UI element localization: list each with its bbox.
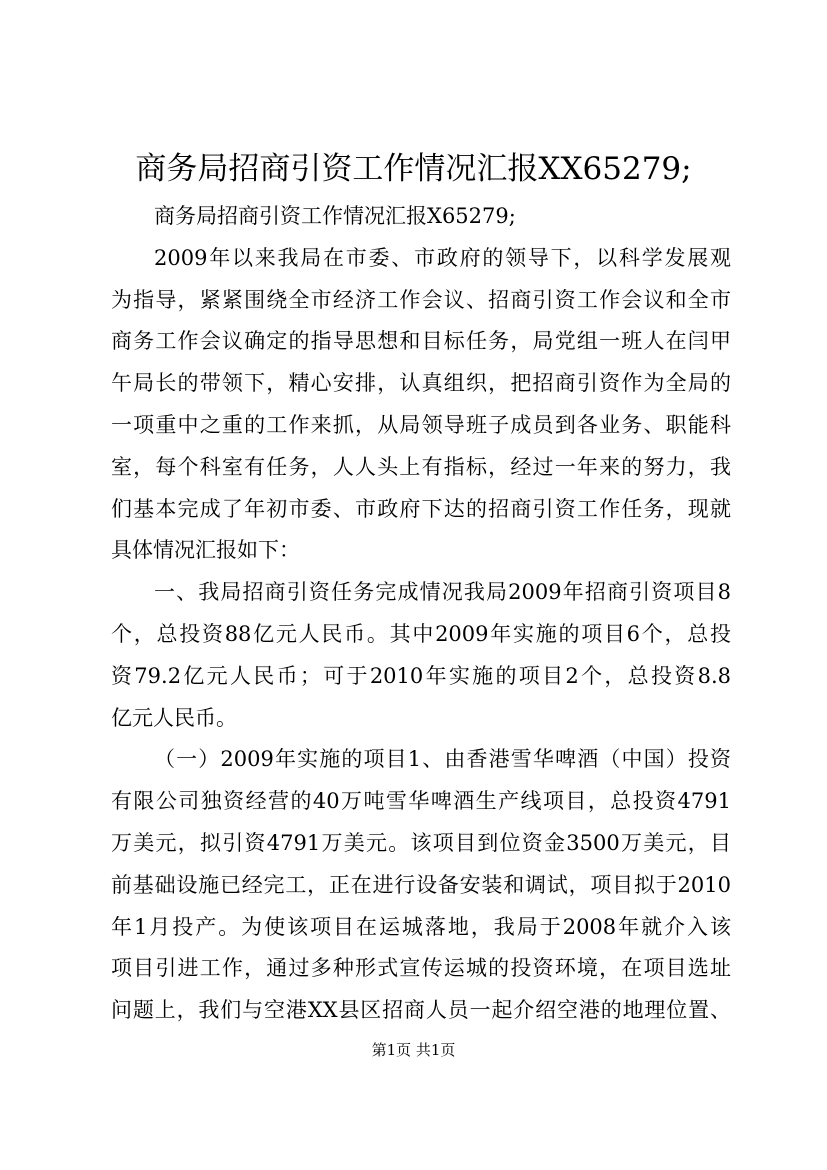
document-body	[111, 196, 731, 1032]
body-line: 具体情况汇报如下：	[111, 538, 300, 563]
body-line: 问题上，我们与空港XX县区招商人员一起介绍空港的地理位置、	[111, 998, 731, 1023]
body-line: 一、我局招商引资任务完成情况我局2009年招商引资项目8	[154, 580, 731, 605]
body-line: 商务局招商引资工作情况汇报X65279;	[154, 204, 516, 228]
body-line: 一项重中之重的工作来抓，从局领导班子成员到各业务、职能科	[111, 412, 731, 437]
body-line: 项目引进工作，通过多种形式宣传运城的投资环境，在项目选址	[111, 956, 731, 981]
body-line: 有限公司独资经营的40万吨雪华啤酒生产线项目，总投资4791	[111, 789, 731, 814]
body-line: 亿元人民币。	[111, 705, 237, 730]
body-line: 年1月投产。为使该项目在运城落地，我局于2008年就介入该	[111, 914, 731, 939]
body-line: 商务工作会议确定的指导思想和目标任务，局党组一班人在闫甲	[111, 329, 731, 354]
body-line: 为指导，紧紧围绕全市经济工作会议、招商引资工作会议和全市	[111, 287, 731, 312]
body-line: 前基础设施已经完工，正在进行设备安装和调试，项目拟于2010	[111, 872, 731, 897]
body-line: 午局长的带领下，精心安排，认真组织，把招商引资作为全局的	[111, 371, 731, 396]
body-line: （一）2009年实施的项目1、由香港雪华啤酒（中国）投资	[154, 747, 731, 772]
document-title: 商务局招商引资工作情况汇报XX65279;	[135, 151, 692, 187]
body-line: 们基本完成了年初市委、市政府下达的招商引资工作任务，现就	[111, 496, 731, 521]
body-line: 万美元，拟引资4791万美元。该项目到位资金3500万美元，目	[111, 830, 731, 855]
body-line: 2009年以来我局在市委、市政府的领导下，以科学发展观	[154, 245, 731, 270]
body-line: 资79.2亿元人民币；可于2010年实施的项目2个，总投资8.8	[111, 663, 731, 688]
body-line: 室，每个科室有任务，人人头上有指标，经过一年来的努力，我	[111, 454, 731, 479]
page-number: 第1页 共1页	[371, 1041, 456, 1059]
body-line: 个，总投资88亿元人民币。其中2009年实施的项目6个，总投	[111, 621, 731, 646]
